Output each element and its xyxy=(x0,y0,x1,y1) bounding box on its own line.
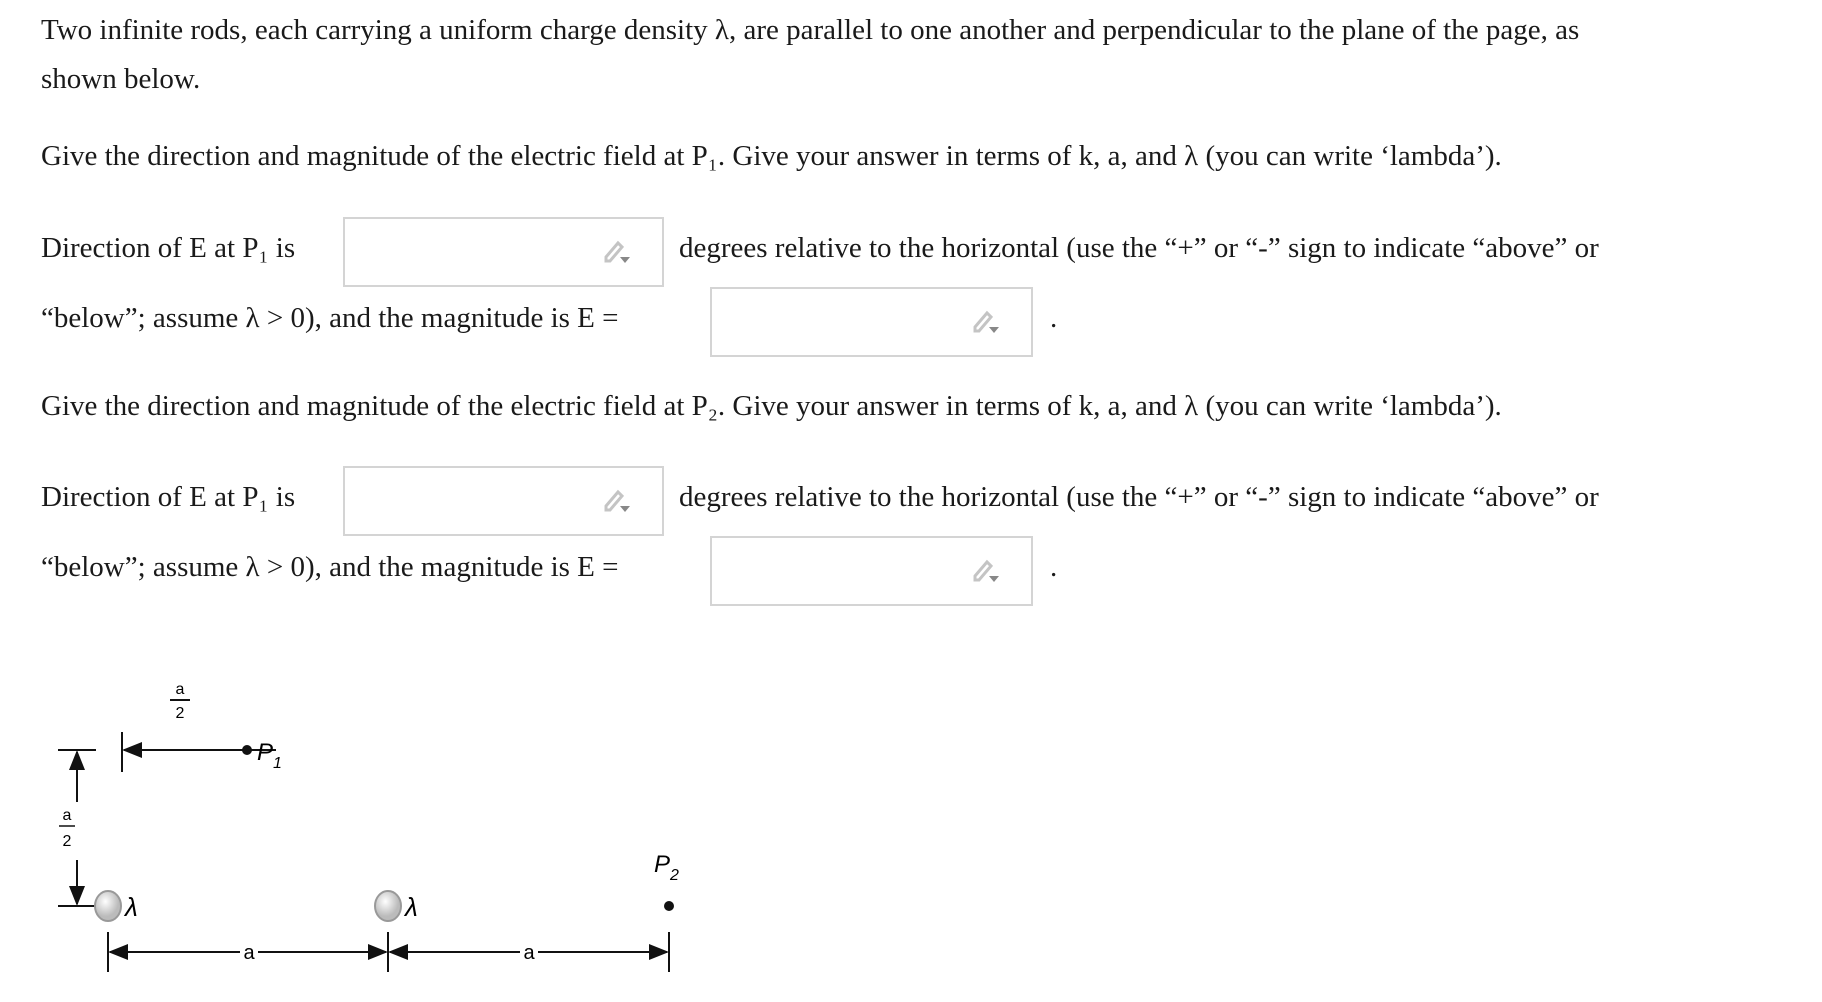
q1-after-direction: degrees relative to the horizontal (use the “+” or “-” sign to indicate “above” or xyxy=(679,232,1599,264)
q2-magnitude-input[interactable] xyxy=(710,536,1033,606)
p1-label: $P_1$ xyxy=(257,739,282,772)
q2-after-direction: degrees relative to the horizontal (use the “+” or “-” sign to indicate “above” or xyxy=(679,481,1599,513)
q2-end: . xyxy=(1050,551,1058,583)
q1-magnitude-input[interactable] xyxy=(710,287,1033,357)
pencil-dropdown-icon[interactable] xyxy=(602,237,632,267)
pencil-dropdown-icon[interactable] xyxy=(971,307,1001,337)
label-a: a xyxy=(62,807,72,824)
q1-direction-input[interactable] xyxy=(343,217,664,287)
a-label-1: a xyxy=(243,942,255,964)
lambda-label-2: λ xyxy=(405,892,418,922)
p2-label: $P_2$ xyxy=(654,851,679,884)
pencil-dropdown-icon[interactable] xyxy=(602,486,632,516)
rod-diagram xyxy=(0,680,900,1002)
label-2: 2 xyxy=(175,705,185,722)
q1-line2: “below”; assume λ > 0), and the magnitude is E = xyxy=(41,302,619,334)
q2-line2: “below”; assume λ > 0), and the magnitude is E = xyxy=(41,551,619,583)
p2-point xyxy=(664,901,674,911)
q1-end: . xyxy=(1050,302,1058,334)
lambda-label-1: λ xyxy=(125,892,138,922)
pencil-dropdown-icon[interactable] xyxy=(971,556,1001,586)
q1-prompt: Give the direction and magnitude of the electric field at P₁. Give your answer in terms of k, a, and λ (you can write ‘lambda’). xyxy=(41,140,1502,172)
label-2: 2 xyxy=(62,833,72,850)
q2-direction-input[interactable] xyxy=(343,466,664,536)
rod-2 xyxy=(375,891,401,921)
rod-1 xyxy=(95,891,121,921)
label-a: a xyxy=(175,681,185,698)
q2-prompt: Give the direction and magnitude of the electric field at P₂. Give your answer in terms of k, a, and λ (you can write ‘lambda’). xyxy=(41,390,1502,422)
q1-direction-label: Direction of E at P₁ is xyxy=(41,232,296,264)
intro-line-1: Two infinite rods, each carrying a uniform charge density λ, are parallel to one another and perpendicular to the plane of the page, as xyxy=(41,14,1580,46)
p1-point xyxy=(242,745,252,755)
q2-direction-label: Direction of E at P₁ is xyxy=(41,481,296,513)
intro-line-2: shown below. xyxy=(41,63,201,95)
a-label-2: a xyxy=(523,942,535,964)
